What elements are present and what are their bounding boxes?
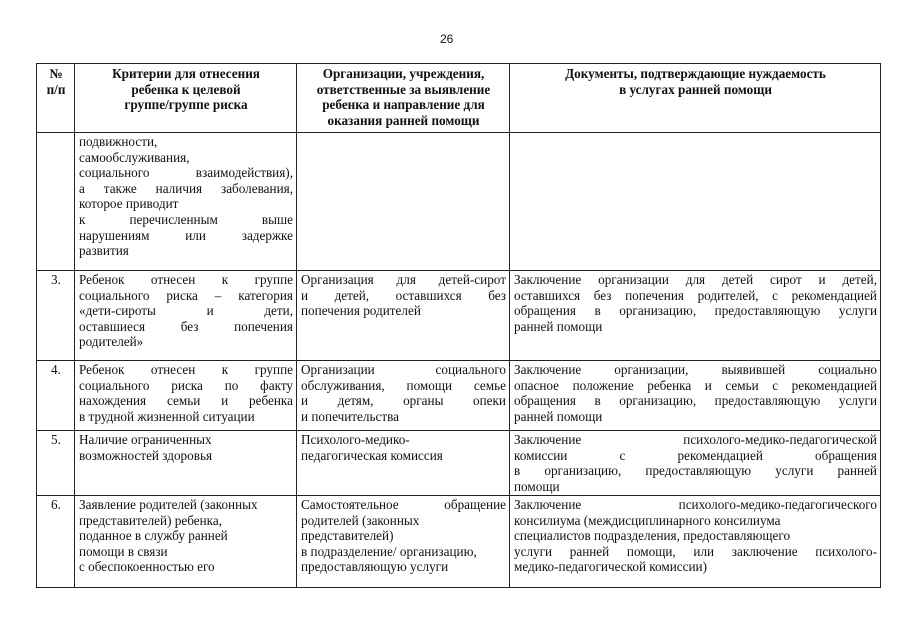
cell-number <box>37 133 75 271</box>
cell-number: 5. <box>37 431 75 496</box>
cell-organizations: Самостоятельное обращение родителей (законных представителей) в подразделение/ организацию, предоставляющую услуги <box>297 496 510 588</box>
document-table <box>36 63 881 588</box>
table-row <box>37 431 881 496</box>
cell-organizations <box>297 133 510 271</box>
page-number: 26 <box>440 32 454 46</box>
cell-number: 3. <box>37 271 75 361</box>
table-row-continuation <box>37 133 881 271</box>
cell-documents: Заключение психолого-медико-педагогического консилиума (междисциплинарного консилиума специалистов подразделения, предоставляющего услуги ранней помощи, или заключение психолого- медико-педагогической комиссии) <box>510 496 881 588</box>
cell-criteria: подвижности, самообслуживания, социального взаимодействия), а также наличия заболевания, которое приводит к перечисленным выше нарушениям или задержке развития <box>75 133 297 271</box>
cell-documents: Заключение организации для детей сирот и детей, оставшихся без попечения родителей, с рекомендацией обращения в организацию, предоставляющую услуги ранней помощи <box>510 271 881 361</box>
header-documents: Документы, подтверждающие нуждаемость в услугах ранней помощи <box>510 64 881 133</box>
table-row <box>37 271 881 361</box>
table-row <box>37 496 881 588</box>
header-organizations: Организации, учреждения, ответственные за выявление ребенка и направление для оказания ранней помощи <box>297 64 510 133</box>
cell-criteria: Наличие ограниченных возможностей здоровья <box>75 431 297 496</box>
cell-number: 4. <box>37 361 75 431</box>
table-row <box>37 361 881 431</box>
cell-criteria: Ребенок отнесен к группе социального риска по факту нахождения семьи и ребенка в трудной жизненной ситуации <box>75 361 297 431</box>
table-header-row <box>37 64 881 133</box>
cell-documents: Заключение психолого-медико-педагогической комиссии с рекомендацией обращения в организацию, предоставляющую услуги ранней помощи <box>510 431 881 496</box>
cell-organizations: Организации социального обслуживания, помощи семье и детям, органы опеки и попечительства <box>297 361 510 431</box>
cell-organizations: Организация для детей-сирот и детей, оставшихся без попечения родителей <box>297 271 510 361</box>
cell-organizations: Психолого-медико- педагогическая комиссия <box>297 431 510 496</box>
header-criteria: Критерии для отнесения ребенка к целевой группе/группе риска <box>75 64 297 133</box>
cell-documents <box>510 133 881 271</box>
cell-number: 6. <box>37 496 75 588</box>
header-number: № п/п <box>37 64 75 133</box>
cell-documents: Заключение организации, выявившей социально опасное положение ребенка и семьи с рекомендацией обращения в организацию, предоставляющую услуги ранней помощи <box>510 361 881 431</box>
cell-criteria: Ребенок отнесен к группе социального риска – категория «дети-сироты и дети, оставшиеся без попечения родителей» <box>75 271 297 361</box>
cell-criteria: Заявление родителей (законных представителей) ребенка, поданное в службу ранней помощи в связи с обеспокоенностью его <box>75 496 297 588</box>
